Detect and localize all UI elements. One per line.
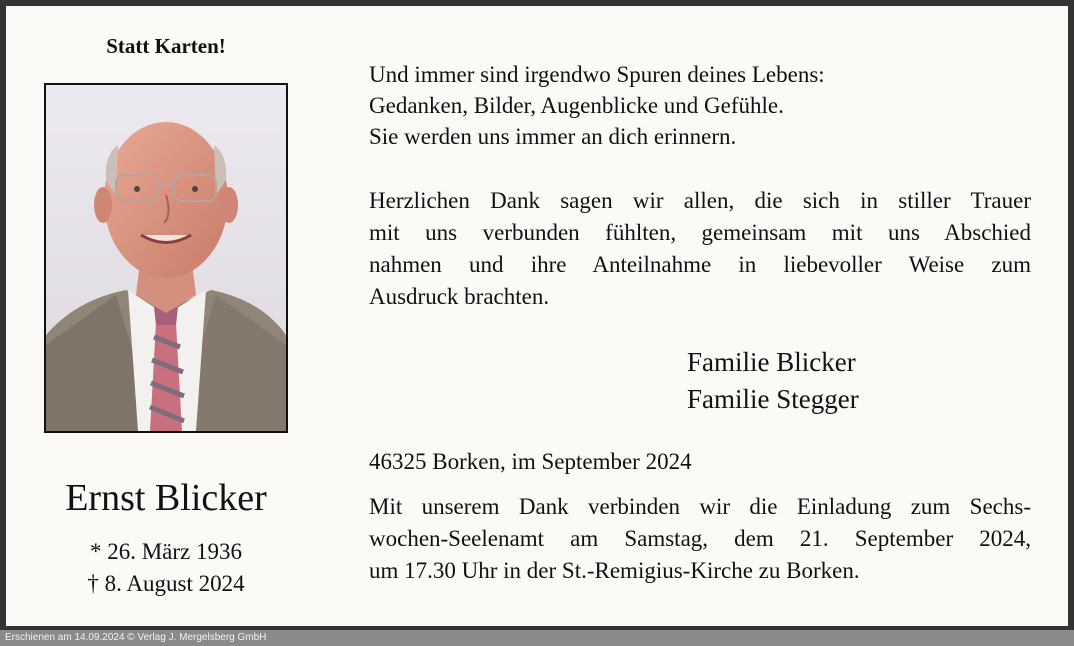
portrait-illustration: [46, 85, 286, 431]
poem-line: Gedanken, Bilder, Augenblicke und Gefühle.: [369, 93, 784, 118]
poem-line: Und immer sind irgendwo Spuren deines Lebens:: [369, 62, 825, 87]
invitation-paragraph: [369, 491, 1031, 587]
thanks-paragraph: [369, 185, 1031, 313]
place-and-date: 46325 Borken, im September 2024: [369, 449, 692, 474]
obituary-card: [6, 6, 1068, 626]
thanks-line: Ausdruck brachten.: [369, 284, 550, 309]
family-signature: [687, 344, 1017, 418]
invitation-line: um 17.30 Uhr in der St.-Remigius-Kirche zu Borken.: [369, 558, 860, 583]
thanks-line: mit uns verbunden fühlten, gemeinsam mit uns Abschied: [369, 220, 1031, 245]
deceased-name: Ernst Blicker: [65, 477, 267, 519]
portrait-photo: [44, 83, 288, 433]
thanks-line: Herzlichen Dank sagen wir allen, die sich in stiller Trauer: [369, 188, 1031, 213]
publication-footer: Erschienen am 14.09.2024 © Verlag J. Mergelsberg GmbH: [0, 630, 1074, 646]
statt-karten-heading: Statt Karten!: [106, 34, 226, 58]
poem-line: Sie werden uns immer an dich erinnern.: [369, 124, 737, 149]
death-date: † 8. August 2024: [87, 571, 245, 596]
life-dates: [26, 536, 306, 600]
thanks-line: nahmen und ihre Anteilnahme in liebevoller Weise zum: [369, 252, 1031, 277]
family-name-2: Familie Stegger: [687, 384, 859, 414]
invitation-line: wochen-Seelenamt am Samstag, dem 21. September 2024,: [369, 526, 1031, 551]
family-name-1: Familie Blicker: [687, 347, 856, 377]
invitation-line: Mit unserem Dank verbinden wir die Einladung zum Sechs-: [369, 494, 1031, 519]
memorial-poem: [369, 59, 1029, 152]
birth-date: * 26. März 1936: [89, 539, 243, 564]
